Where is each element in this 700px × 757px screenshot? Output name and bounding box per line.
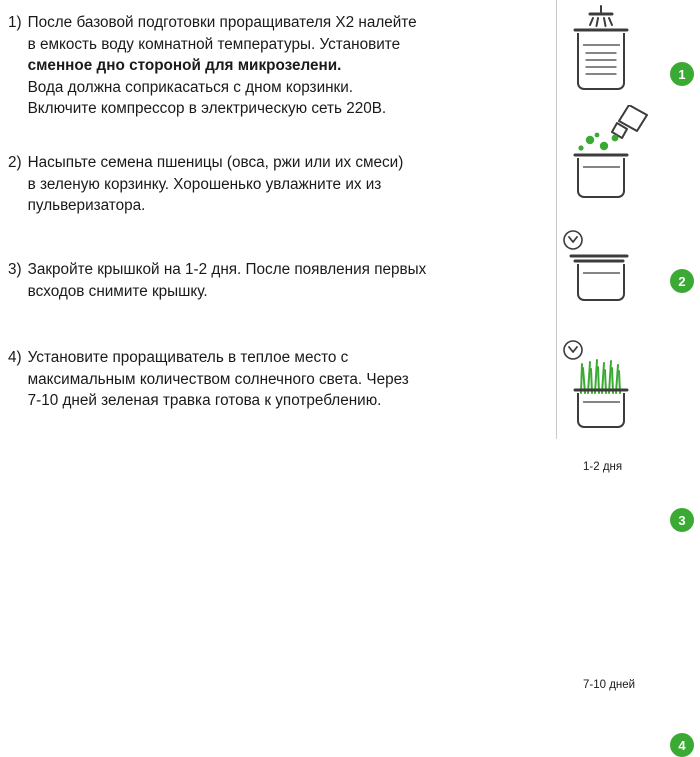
clock-icon [564,341,582,359]
step-3-number: 3) [8,261,22,278]
step-badge-3: 3 [670,508,694,532]
step-3 [8,259,426,302]
shower-head-icon [590,6,612,26]
step-badge-2: 2 [670,269,694,293]
step-1-text [28,12,417,120]
step-badge-4: 4 [670,733,694,757]
step-1-number: 1) [8,14,22,31]
step-4-number: 4) [8,349,22,366]
grass-icon [581,360,620,393]
step-1-line-4: Вода должна соприкасаться с дном корзинки. [27,78,354,96]
seeds-icon [578,133,618,151]
step-3-line-1: Закройте крышкой на 1-2 дня. После появления первых [27,261,427,278]
figure-2 [557,105,700,289]
figure-column [557,0,700,753]
step-3-text [28,259,427,302]
step-1-line-2: в емкость воду комнатной температуры. Установите [27,35,401,53]
step-1 [8,12,417,120]
instruction-steps [0,0,556,439]
step-1-line-5: Включите компрессор в электрическую сеть 220В. [27,100,387,117]
step-4-line-3: 7-10 дней зеленая травка готова к употреблению. [27,392,382,409]
figure-3 [557,228,700,528]
step-1-line-3: сменное дно стороной для микрозелени. [27,57,342,74]
step-4 [8,347,409,412]
step-2-text [28,152,404,217]
step-badge-1: 1 [670,62,694,86]
container-with-water-icon [575,30,627,89]
container-with-grass-icon [575,390,627,427]
container-with-lid-icon [571,256,627,300]
figure-1 [557,4,700,104]
step-2-line-1: Насыпьте семена пшеницы (овса, ржи или их смеси) [27,154,404,171]
figure-4-caption: 7-10 дней [583,679,636,691]
clock-icon [564,231,582,249]
seed-bottle-icon [612,105,647,138]
step-2-number: 2) [8,154,22,171]
step-3-line-2: всходов снимите крышку. [27,282,208,300]
container-icon [575,155,627,197]
step-2-line-3: пульверизатора. [27,197,146,214]
step-1-line-1: После базовой подготовки проращивателя X2 налейте [27,14,417,31]
figure-3-caption: 1-2 дня [583,461,623,473]
step-4-line-2: максимальным количеством солнечного света. Через [27,370,409,388]
step-2 [8,152,403,217]
step-4-text [28,347,409,412]
step-4-line-1: Установите проращиватель в теплое место с [27,349,349,366]
step-2-line-2: в зеленую корзинку. Хорошенько увлажните их из [27,175,382,193]
